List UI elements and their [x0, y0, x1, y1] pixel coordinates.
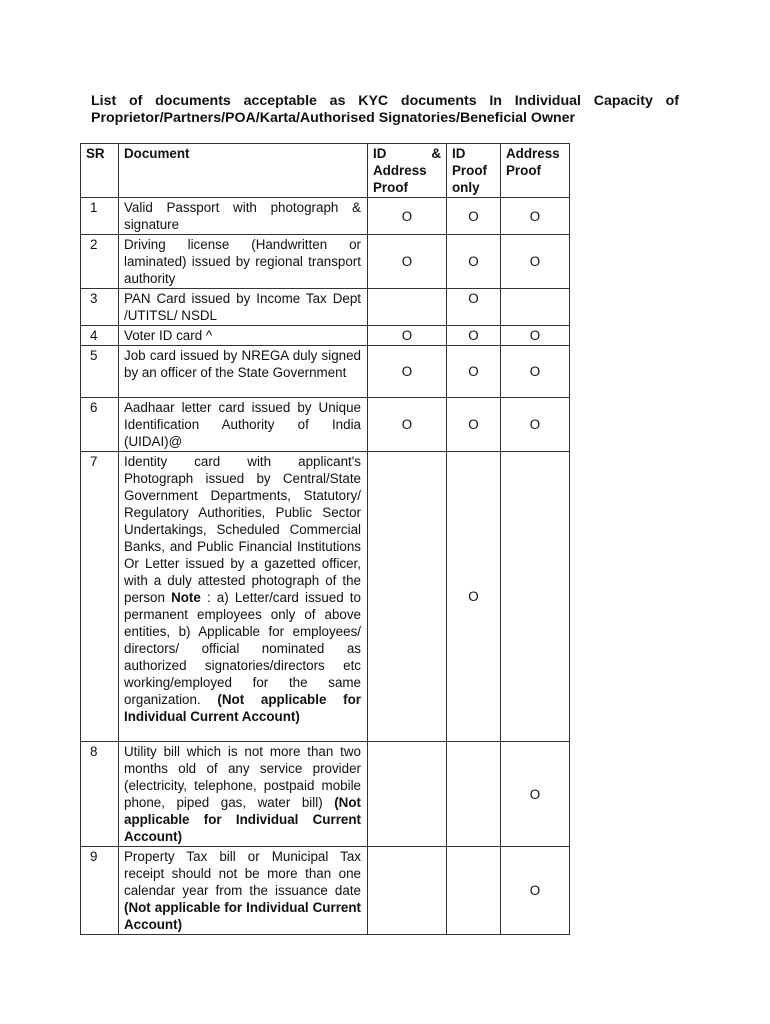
row-address-mark	[501, 289, 570, 326]
row-id-only-mark: O	[447, 452, 501, 742]
table-row	[81, 289, 570, 326]
row-id-address-mark	[368, 742, 447, 847]
note-text: : a) Letter/card issued to permanent employees only of above entities, b) Applicable for employees/ directors/ official nominated as authorized signatories/directors etc working/employed for the same organization.	[124, 590, 361, 707]
table-row	[81, 847, 570, 935]
row-address-mark: O	[501, 235, 570, 289]
table-row	[81, 235, 570, 289]
row-document: Job card issued by NREGA duly signed by an officer of the State Government	[119, 346, 368, 398]
row-document: PAN Card issued by Income Tax Dept /UTITSL/ NSDL	[119, 289, 368, 326]
row-id-address-mark	[368, 289, 447, 326]
row-id-address-mark	[368, 847, 447, 935]
not-applicable-note: (Not applicable for Individual Current Account)	[124, 795, 361, 844]
row-document: Voter ID card ^	[119, 326, 368, 346]
row-id-only-mark: O	[447, 346, 501, 398]
row-sr: 8	[81, 742, 119, 847]
document-description: Identity card with applicant's Photograph issued by Central/State Government Departments, Statutory/ Regulatory Authorities, Public Sector Undertakings, Scheduled Commercial Banks, and Public Financial Institutions Or Letter issued by a gazetted officer, with a duly attested photograph of the person	[124, 454, 361, 605]
table-row	[81, 742, 570, 847]
row-document-text	[124, 848, 361, 933]
row-id-only-mark: O	[447, 398, 501, 452]
header-id-proof-only: ID Proof only	[447, 144, 501, 198]
table-row	[81, 198, 570, 235]
header-document: Document	[119, 144, 368, 198]
row-address-mark: O	[501, 326, 570, 346]
row-address-mark: O	[501, 847, 570, 935]
row-sr: 2	[81, 235, 119, 289]
row-document	[119, 452, 368, 742]
row-id-address-mark	[368, 452, 447, 742]
row-sr: 9	[81, 847, 119, 935]
document-description: Utility bill which is not more than two months old of any service provider (electricity, telephone, postpaid mobile phone, piped gas, water bill)	[124, 744, 361, 810]
table-row	[81, 326, 570, 346]
document-description: Property Tax bill or Municipal Tax receipt should not be more than one calendar year from the issuance date	[124, 849, 361, 898]
row-id-address-mark: O	[368, 346, 447, 398]
row-id-only-mark: O	[447, 198, 501, 235]
table-row	[81, 398, 570, 452]
row-address-mark: O	[501, 198, 570, 235]
row-id-only-mark	[447, 742, 501, 847]
not-applicable-note: (Not applicable for Individual Current Account)	[124, 900, 361, 932]
header-address-proof: Address Proof	[501, 144, 570, 198]
row-id-only-mark: O	[447, 326, 501, 346]
row-document	[119, 742, 368, 847]
table-row	[81, 452, 570, 742]
row-id-address-mark: O	[368, 198, 447, 235]
table-header-row	[81, 144, 570, 198]
row-document: Driving license (Handwritten or laminated) issued by regional transport authority	[119, 235, 368, 289]
page-title: List of documents acceptable as KYC documents In Individual Capacity of Proprietor/Partners/POA/Karta/Authorised Signatories/Beneficial Owner	[91, 93, 679, 126]
row-sr: 7	[81, 452, 119, 742]
row-document-text	[124, 743, 361, 845]
row-id-only-mark: O	[447, 235, 501, 289]
row-address-mark: O	[501, 346, 570, 398]
row-id-address-mark: O	[368, 326, 447, 346]
row-address-mark	[501, 452, 570, 742]
row-id-address-mark: O	[368, 398, 447, 452]
table-row	[81, 346, 570, 398]
row-sr: 6	[81, 398, 119, 452]
row-address-mark: O	[501, 742, 570, 847]
row-address-mark: O	[501, 398, 570, 452]
row-document: Valid Passport with photograph & signature	[119, 198, 368, 235]
row-document-text	[124, 453, 361, 725]
row-sr: 1	[81, 198, 119, 235]
header-id-address-proof: ID & Address Proof	[368, 144, 447, 198]
row-id-only-mark: O	[447, 289, 501, 326]
row-document: Aadhaar letter card issued by Unique Identification Authority of India (UIDAI)@	[119, 398, 368, 452]
row-id-only-mark	[447, 847, 501, 935]
row-document	[119, 847, 368, 935]
not-applicable-note: (Not applicable for Individual Current Account)	[124, 692, 361, 724]
note-label: Note	[171, 590, 201, 605]
row-id-address-mark: O	[368, 235, 447, 289]
header-sr: SR	[81, 144, 119, 198]
kyc-documents-table	[80, 143, 570, 935]
row-sr: 4	[81, 326, 119, 346]
row-sr: 3	[81, 289, 119, 326]
row-sr: 5	[81, 346, 119, 398]
